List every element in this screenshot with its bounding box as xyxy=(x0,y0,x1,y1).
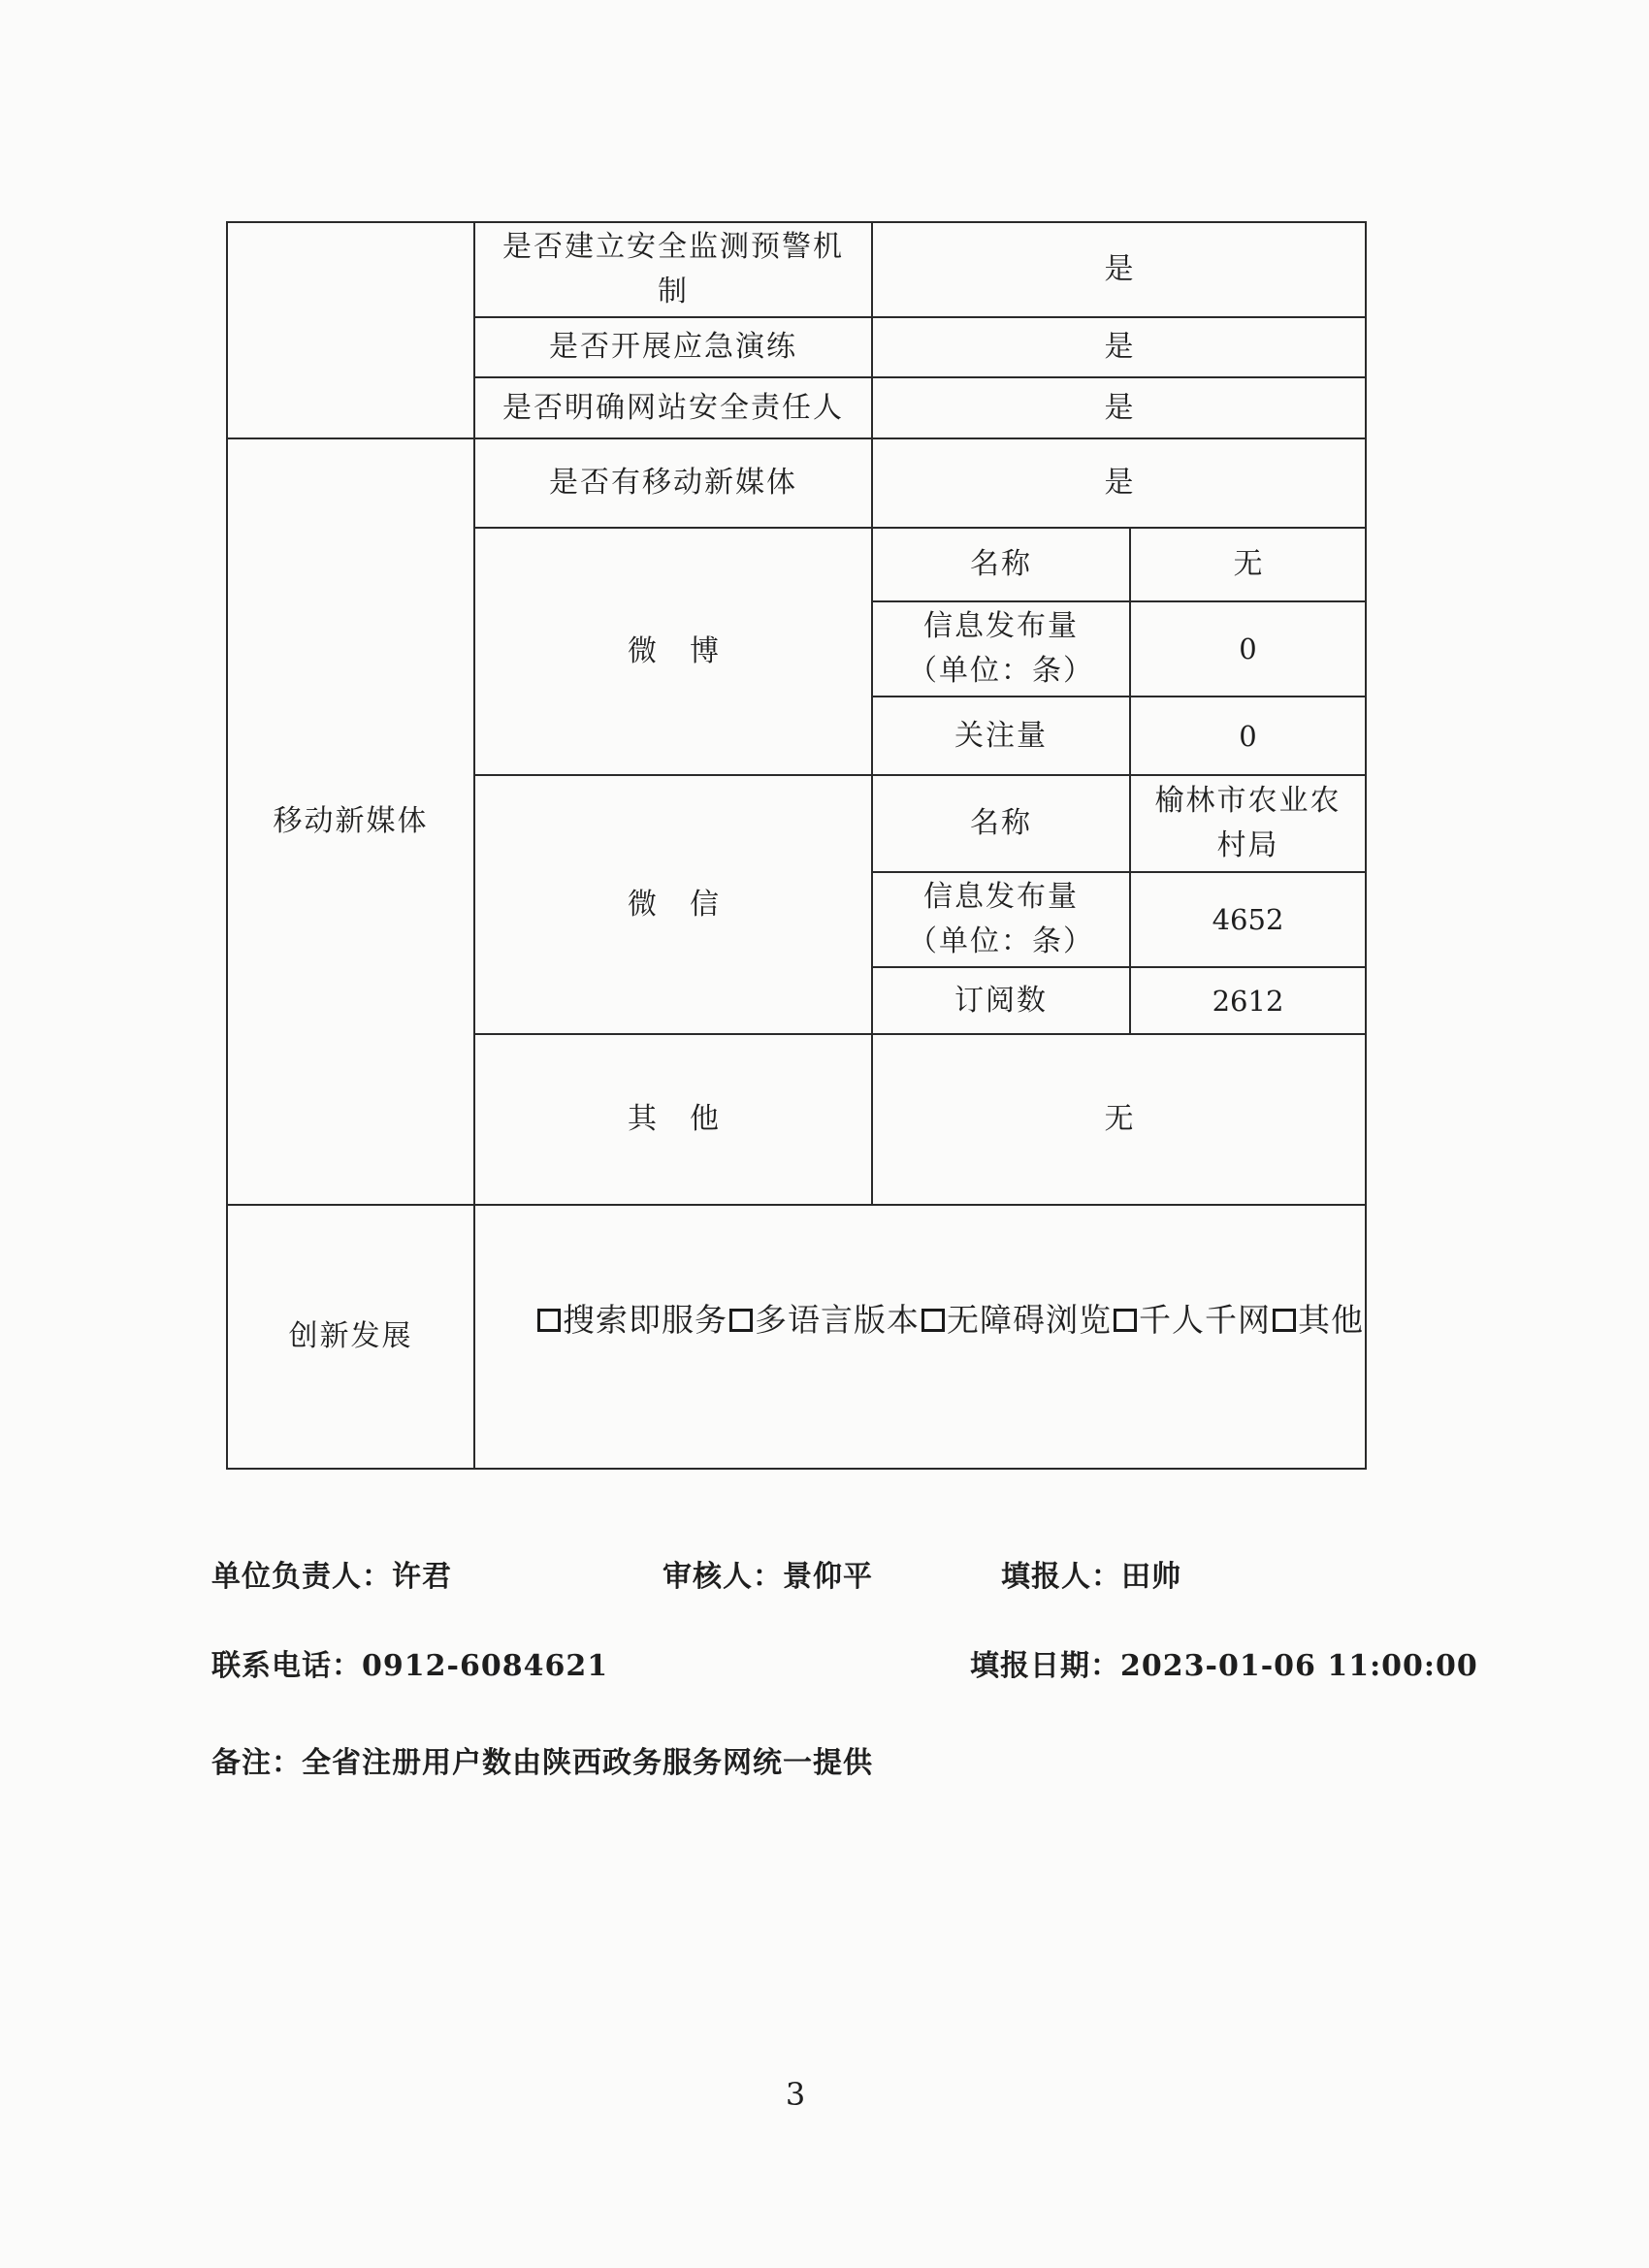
checkbox-accessibility[interactable] xyxy=(922,1309,945,1332)
wechat-name-label: 名称 xyxy=(873,776,1131,873)
phone-value: 0912-6084621 xyxy=(362,1649,609,1683)
option-accessibility: 无障碍浏览 xyxy=(947,1301,1112,1339)
checkbox-personalized[interactable] xyxy=(1114,1309,1137,1332)
section-label-mobile-media: 移动新媒体 xyxy=(228,439,475,1206)
weibo-name-value: 无 xyxy=(1131,529,1365,602)
unit-head-label: 单位负责人： xyxy=(211,1560,392,1594)
phone-label: 联系电话： xyxy=(211,1649,362,1683)
row-label-responsible: 是否明确网站安全责任人 xyxy=(475,378,873,439)
row-value-has-mobile: 是 xyxy=(873,439,1365,529)
weibo-name-label: 名称 xyxy=(873,529,1131,602)
checkbox-multilingual[interactable] xyxy=(729,1309,753,1332)
section-label-empty xyxy=(228,223,475,439)
report-table xyxy=(226,221,1367,1470)
option-other: 其他 xyxy=(1298,1301,1364,1339)
unit-head xyxy=(211,1552,452,1595)
date-label: 填报日期： xyxy=(970,1649,1120,1683)
filler xyxy=(1001,1552,1181,1595)
row-label-drill: 是否开展应急演练 xyxy=(475,318,873,378)
wechat-subs-label: 订阅数 xyxy=(873,968,1131,1035)
checkbox-other[interactable] xyxy=(1273,1309,1296,1332)
weibo-follow-label: 关注量 xyxy=(873,697,1131,776)
innovation-label: 创新发展 xyxy=(228,1206,475,1468)
date-value: 2023-01-06 11:00:00 xyxy=(1120,1649,1478,1683)
row-label-has-mobile: 是否有移动新媒体 xyxy=(475,439,873,529)
checkbox-search-service[interactable] xyxy=(537,1309,561,1332)
row-label-monitoring: 是否建立安全监测预警机制 xyxy=(475,223,873,318)
wechat-posts-label: 信息发布量（单位：条） xyxy=(873,873,1131,968)
fill-date xyxy=(970,1641,1478,1684)
other-value: 无 xyxy=(873,1035,1365,1206)
weibo-label: 微博 xyxy=(475,529,873,776)
innovation-options xyxy=(475,1206,1365,1468)
wechat-label: 微信 xyxy=(475,776,873,1035)
row-value-monitoring: 是 xyxy=(873,223,1365,318)
weibo-follow-value: 0 xyxy=(1131,697,1365,776)
reviewer xyxy=(663,1552,873,1595)
remark-note: 备注：全省注册用户数由陕西政务服务网统一提供 xyxy=(211,1746,873,1780)
page-number: 3 xyxy=(785,2076,806,2113)
weibo-posts-label: 信息发布量（单位：条） xyxy=(873,602,1131,697)
row-value-drill: 是 xyxy=(873,318,1365,378)
option-personalized: 千人千网 xyxy=(1139,1301,1271,1339)
wechat-name-value: 榆林市农业农村局 xyxy=(1131,776,1365,873)
wechat-subs-value: 2612 xyxy=(1131,968,1365,1035)
wechat-posts-value: 4652 xyxy=(1131,873,1365,968)
reviewer-value: 景仰平 xyxy=(783,1560,873,1594)
weibo-posts-value: 0 xyxy=(1131,602,1365,697)
option-search-service: 搜索即服务 xyxy=(563,1301,728,1339)
filler-value: 田帅 xyxy=(1121,1560,1181,1594)
unit-head-value: 许君 xyxy=(392,1560,452,1594)
reviewer-label: 审核人： xyxy=(663,1560,783,1594)
option-multilingual: 多语言版本 xyxy=(755,1301,920,1339)
row-value-responsible: 是 xyxy=(873,378,1365,439)
other-label: 其他 xyxy=(475,1035,873,1206)
filler-label: 填报人： xyxy=(1001,1560,1121,1594)
phone xyxy=(211,1641,608,1684)
